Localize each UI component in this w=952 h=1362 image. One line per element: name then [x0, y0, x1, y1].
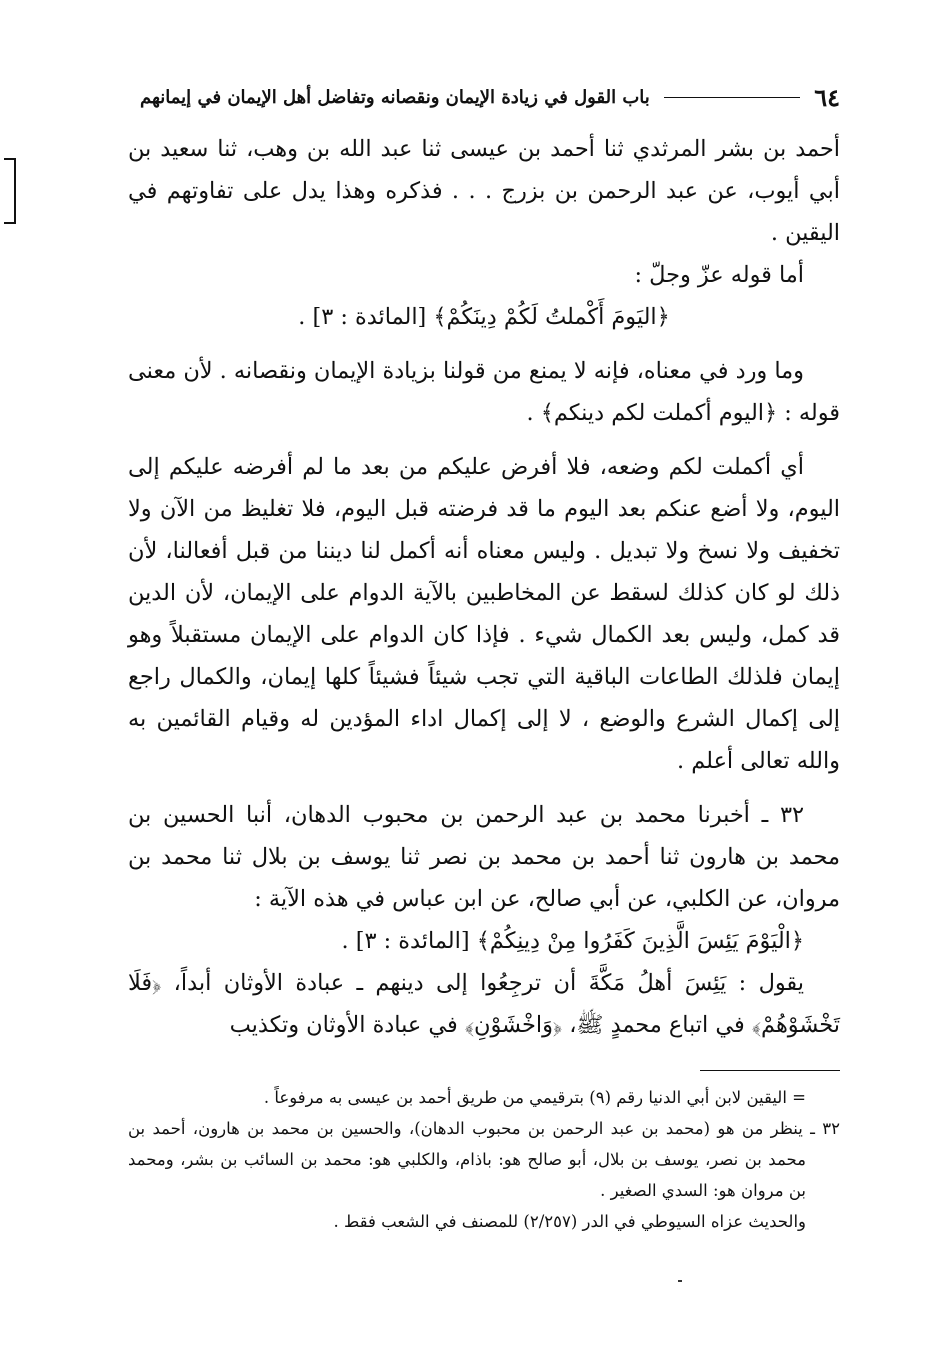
footnote-continuation: = اليقين لابن أبي الدنيا رقم (٩) بترقيمي من طريق أحمد بن عيسى به مرفوعاً .	[263, 1088, 806, 1107]
footnote-32-source: والحديث عزاه السيوطي في الدر (٢/٢٥٧) للمصنف في الشعب فقط .	[333, 1212, 806, 1231]
paragraph-2: أما قوله عزّ وجلّ :	[634, 262, 804, 288]
header-rule	[664, 97, 800, 98]
page-header	[140, 80, 840, 114]
paragraph-6: يقول : يَئِسَ أهلُ مَكَّةَ أن ترجِعُوا إلى دينهم ـ عبادة الأوثان أبداً، ﴿فَلَا تَخْشَوْهُمْ﴾ في اتباع محمدٍ ﷺ، ﴿وَاخْشَوْنِ﴾ في عبادة الأوثان وتكذيب	[128, 970, 840, 1038]
main-text	[128, 128, 840, 1046]
paragraph-3: وما ورد في معناه، فإنه لا يمنع من قولنا بزيادة الإيمان ونقصانه . لأن معنى قوله : ﴿اليوم أكملت لكم دينكم﴾ .	[128, 358, 840, 426]
footnote-separator	[700, 1070, 840, 1071]
paragraph-1: أحمد بن بشر المرثدي ثنا أحمد بن عيسى ثنا عبد الله بن وهب، ثنا سعيد بن أبي أيوب، عن عبد الرحمن بن بزرج . . . فذكره وهذا يدل على تفاوتهم في اليقين .	[128, 136, 840, 246]
quran-verse-2: ﴿الْيَوْمَ يَئِسَ الَّذِينَ كَفَرُوا مِنْ دِينِكُمْ﴾ [المائدة : ٣] .	[341, 928, 804, 954]
paragraph-4: أي أكملت لكم وضعه، فلا أفرض عليكم من بعد ما لم أفرضه عليكم إلى اليوم، ولا أضع عنكم بعد اليوم ما قد فرضته قبل اليوم، فلا تغليظ من الآن ولا تخفيف ولا نسخ ولا تبديل . وليس معناه أنه أكمل لنا ديننا من قبل أفعالنا، لأن ذلك لو كان كذلك لسقط عن المخاطبين بالآية الدوام على الإيمان، لأن الدين قد كمل، وليس بعد الكمال شيء . فإذا كان الدوام على الإيمان مستقبلاً وهو إيمان فلذلك الطاعات الباقية التي تجب شيئاً فشيئاً كلها إيمان، والكمال راجع إلى إكمال الشرع والوضع ، لا إلى إكمال اداء المؤدين له وقيام القائمين به والله تعالى أعلم .	[128, 454, 840, 774]
page-number: ٦٤	[814, 82, 840, 112]
scan-speck	[678, 1280, 682, 1282]
footnote-32: ٣٢ ـ ينظر من هو (محمد بن عبد الرحمن بن محبوب الدهان)، والحسين بن محمد بن هارون، أحمد بن محمد بن نصر، يوسف بن بلال، أبو صالح هو: باذام، والكلبي هو: محمد بن السائب بن بشر، ومحمد بن مروان هو: السدي الصغير .	[128, 1119, 840, 1200]
footnotes	[128, 1082, 840, 1237]
quran-verse-1: ﴿اليَومَ أَكْملتُ لَكُمْ دِينَكُمْ﴾ [المائدة : ٣] .	[298, 304, 670, 330]
running-title: باب القول في زيادة الإيمان ونقصانه وتفاضل أهل الإيمان في إيمانهم	[140, 86, 650, 108]
paragraph-5: ٣٢ ـ أخبرنا محمد بن عبد الرحمن بن محبوب الدهان، أنبا الحسين بن محمد بن هارون ثنا أحمد بن محمد بن نصر ثنا يوسف بن بلال ثنا محمد بن مروان، عن الكلبي، عن أبي صالح، عن ابن عباس في هذه الآية :	[128, 802, 840, 912]
margin-bracket-mark	[4, 158, 16, 224]
